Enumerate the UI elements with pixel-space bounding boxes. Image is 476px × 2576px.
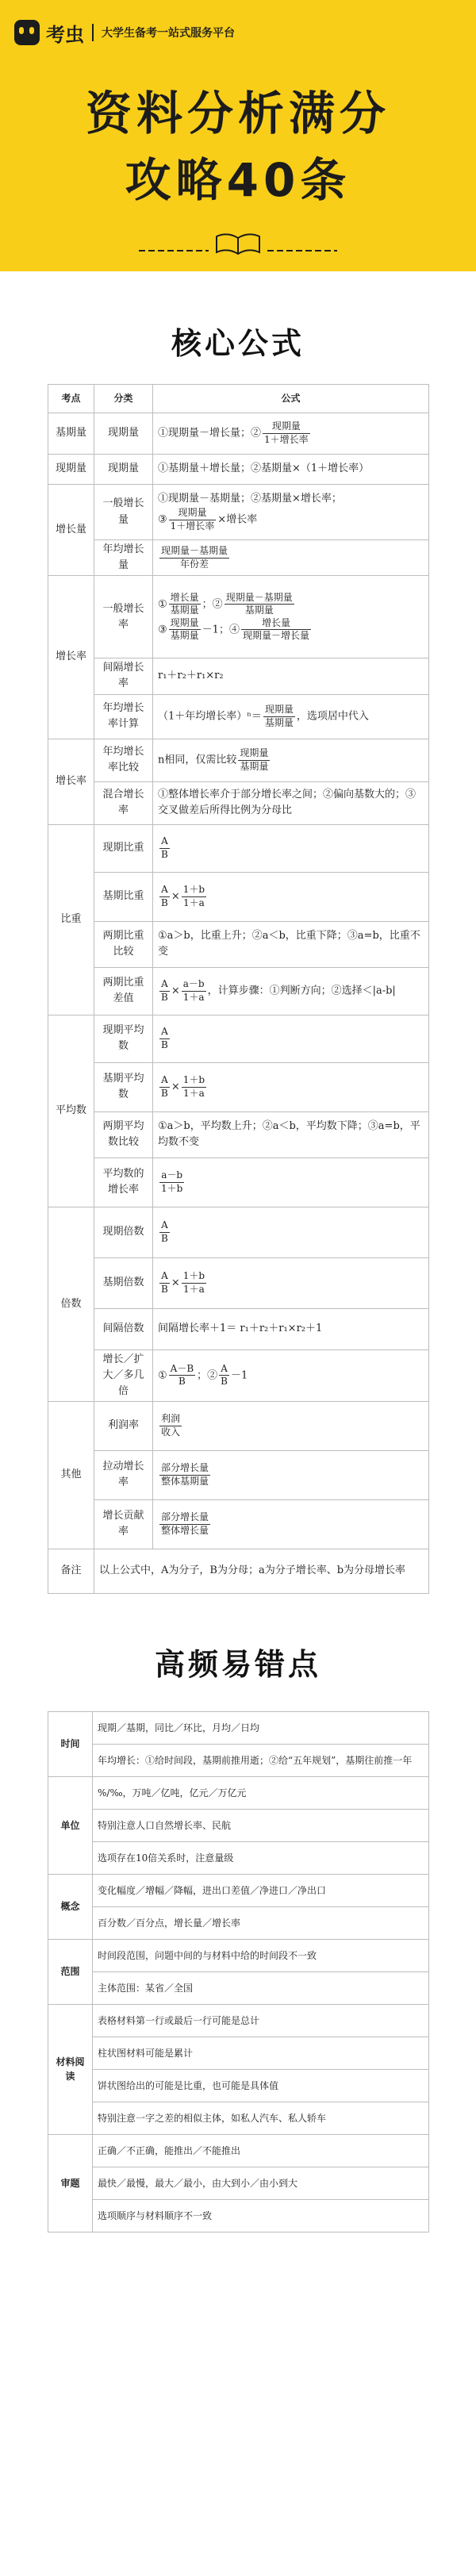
formula-text: ①现期量－增长量；② xyxy=(158,428,262,440)
fraction xyxy=(182,1074,206,1100)
frac-num: 现期量 xyxy=(169,617,201,631)
frac-num: A－B xyxy=(169,1363,196,1376)
table-row xyxy=(48,1450,429,1499)
error-item: 百分数／百分点，增长量／增长率 xyxy=(93,1906,429,1939)
error-item: 特别注意人口自然增长率、民航 xyxy=(93,1809,429,1841)
table-row xyxy=(48,2167,429,2199)
group-current: 现期量 xyxy=(48,455,94,485)
frac-num: 增长量 xyxy=(241,617,311,631)
frac-den: 现期量－增长量 xyxy=(242,630,309,642)
frac-den: 1＋增长率 xyxy=(264,434,309,445)
table-row xyxy=(48,1906,429,1939)
cat-oth-pull: 拉动增长率 xyxy=(94,1450,153,1499)
fraction xyxy=(159,1413,182,1438)
frac-num: 现期量－基期量 xyxy=(225,592,294,605)
brand xyxy=(14,17,235,48)
formula-text: －1；④ xyxy=(202,624,240,636)
error-category: 单位 xyxy=(48,1776,93,1874)
table-row xyxy=(48,1257,429,1308)
col-header-topic: 考点 xyxy=(48,385,94,413)
formula-rate-annual-cmp xyxy=(153,739,429,781)
main-title-line1: 资料分析满分 xyxy=(85,86,390,140)
fraction xyxy=(159,1511,210,1537)
frac-den: 1＋a xyxy=(183,1087,205,1099)
table-row xyxy=(48,824,429,872)
fraction xyxy=(263,704,295,729)
cat-ratio-base: 基期比重 xyxy=(94,872,153,921)
error-item: 变化幅度／增幅／降幅，进出口差值／净进口／净出口 xyxy=(93,1874,429,1906)
formula-table xyxy=(48,384,429,1594)
formula-line xyxy=(158,507,424,532)
fraction xyxy=(159,545,229,570)
cat-mul-current: 现期倍数 xyxy=(94,1207,153,1257)
cat-rate-annual: 年均增长率计算 xyxy=(94,694,153,739)
fraction xyxy=(225,592,294,617)
frac-den: 1＋a xyxy=(183,896,205,908)
table-row xyxy=(48,1711,429,1744)
frac-num: 现期量 xyxy=(169,507,217,520)
book-decoration-icon xyxy=(139,228,337,257)
formula-text: －1 xyxy=(231,1369,248,1382)
fraction xyxy=(182,1270,206,1296)
fraction xyxy=(159,1074,170,1100)
formula-avg-base: $\frac{A}{B}$ × $\frac{1+b}{1+a}$ xyxy=(153,1062,429,1111)
fraction xyxy=(169,507,217,532)
formula-ratio-cmp: ①a＞b，比重上升；②a＜b，比重下降；③a=b，比重不变 xyxy=(153,921,429,967)
table-row xyxy=(48,576,429,658)
table-row xyxy=(48,1939,429,1971)
formula-line xyxy=(158,592,424,617)
fraction xyxy=(159,1026,170,1051)
formula-rate-annual xyxy=(153,694,429,739)
formula-avg-rate xyxy=(153,1157,429,1207)
table-row xyxy=(48,1499,429,1549)
error-item: 最快／最慢，最大／最小，由大到小／由小到大 xyxy=(93,2167,429,2199)
group-rate: 增长率 xyxy=(48,576,94,739)
frac-num: A xyxy=(159,1270,170,1284)
formula-ratio-diff: $\frac{A}{B}$ × $\frac{a-b}{1+a}$ ，计算步骤：①判断方向；②选择＜|a-b| xyxy=(153,967,429,1015)
frac-num: 现期量 xyxy=(263,704,295,717)
cat-mul-interval: 间隔倍数 xyxy=(94,1308,153,1349)
logo-name: 考虫 xyxy=(46,23,84,46)
error-category: 材料阅读 xyxy=(48,2004,93,2134)
frac-den: 1＋a xyxy=(183,1283,205,1295)
formula-text: ①现期量－基期量；②基期量×增长率； xyxy=(158,493,342,505)
table-row xyxy=(48,967,429,1015)
error-item: %/‰，万吨／亿吨，亿元／万亿元 xyxy=(93,1776,429,1809)
frac-den: B xyxy=(161,848,168,860)
table-row xyxy=(48,1111,429,1157)
formula-text: ③ xyxy=(158,514,167,527)
frac-num: 增长量 xyxy=(169,592,201,605)
frac-den: 基期量 xyxy=(244,605,274,616)
table-row xyxy=(48,739,429,781)
table-row xyxy=(48,2199,429,2232)
error-category: 时间 xyxy=(48,1711,93,1776)
cat-rate-mixed: 混合增长率 xyxy=(94,781,153,824)
frac-den: 基期量 xyxy=(240,760,269,772)
formula-inc-general xyxy=(153,485,429,540)
fraction xyxy=(159,884,170,909)
fraction xyxy=(159,1462,210,1488)
frac-den: 1＋a xyxy=(182,991,205,1003)
table-row xyxy=(48,1776,429,1809)
group-multiple: 倍数 xyxy=(48,1207,94,1401)
table-row xyxy=(48,2102,429,2134)
frac-num: 现期量－基期量 xyxy=(159,545,229,559)
error-item: 主体范围：某省／全国 xyxy=(93,1971,429,2004)
error-item: 现期／基期，同比／环比，月均／日均 xyxy=(93,1711,429,1744)
error-category: 审题 xyxy=(48,2134,93,2232)
formula-base xyxy=(153,413,429,455)
cat-inc-avg: 年均增长量 xyxy=(94,540,153,576)
fraction xyxy=(182,884,206,909)
cat-base-current: 现期量 xyxy=(94,413,153,455)
table-row xyxy=(48,1015,429,1062)
logo-icon xyxy=(14,20,40,45)
header-banner xyxy=(0,0,476,271)
error-item: 饼状图给出的可能是比重，也可能是具体值 xyxy=(93,2069,429,2102)
formula-ratio-current xyxy=(153,824,429,872)
fraction xyxy=(159,978,170,1004)
formula-text: ，选项居中代入 xyxy=(296,710,369,723)
fraction xyxy=(159,1219,170,1245)
frac-num: 现期量 xyxy=(238,747,270,761)
fraction xyxy=(182,978,206,1004)
table-row xyxy=(48,658,429,694)
frac-den: 收入 xyxy=(161,1426,181,1438)
table-row xyxy=(48,485,429,540)
table-row xyxy=(48,1349,429,1401)
errors-table xyxy=(48,1711,429,2232)
formula-oth-profit xyxy=(153,1401,429,1450)
brand-divider xyxy=(92,24,94,41)
error-item: 年均增长：①给时间段，基期前推用逝；②给“五年规划”，基期往前推一年 xyxy=(93,1744,429,1776)
fraction xyxy=(263,420,310,446)
frac-den: B xyxy=(161,991,168,1003)
error-item: 正确／不正确，能推出／不能推出 xyxy=(93,2134,429,2167)
formula-rate-interval: r₁＋r₂＋r₁×r₂ xyxy=(153,658,429,694)
cat-inc-general: 一般增长量 xyxy=(94,485,153,540)
fraction xyxy=(169,617,201,643)
table-row xyxy=(48,694,429,739)
frac-den: B xyxy=(161,1038,168,1050)
table-row xyxy=(48,2069,429,2102)
frac-num: A xyxy=(159,1074,170,1088)
cat-mul-base: 基期倍数 xyxy=(94,1257,153,1308)
frac-num: A xyxy=(159,1026,170,1039)
cat-avg-cmp: 两期平均数比较 xyxy=(94,1111,153,1157)
note-text: 以上公式中，A为分子，B为分母；a为分子增长率、b为分母增长率 xyxy=(94,1549,429,1593)
frac-num: a－b xyxy=(159,1169,184,1183)
error-item: 选项顺序与材料顺序不一致 xyxy=(93,2199,429,2232)
formula-text: ① xyxy=(158,1369,167,1382)
table-row xyxy=(48,1809,429,1841)
formula-line xyxy=(158,617,424,643)
frac-den: 1＋增长率 xyxy=(170,520,215,532)
group-base: 基期量 xyxy=(48,413,94,455)
table-row xyxy=(48,2134,429,2167)
fraction xyxy=(159,1169,184,1195)
frac-num: 1＋b xyxy=(182,1074,206,1088)
frac-den: 整体增长量 xyxy=(161,1524,209,1536)
cat-ratio-diff: 两期比重差值 xyxy=(94,967,153,1015)
cat-rate-interval: 间隔增长率 xyxy=(94,658,153,694)
formula-current: ①基期量＋增长量；②基期量×（1＋增长率） xyxy=(153,455,429,485)
formula-text: ；② xyxy=(202,598,223,611)
error-category: 概念 xyxy=(48,1874,93,1939)
formula-rate-general xyxy=(153,576,429,658)
formula-inc-avg xyxy=(153,540,429,576)
frac-num: 1＋b xyxy=(182,1270,206,1284)
frac-num: 1＋b xyxy=(182,884,206,897)
error-item: 表格材料第一行或最后一行可能是总计 xyxy=(93,2004,429,2037)
table-row xyxy=(48,2037,429,2069)
cat-current: 现期量 xyxy=(94,455,153,485)
frac-den: 基期量 xyxy=(264,716,294,728)
fraction xyxy=(169,1363,196,1388)
formula-text: （1＋年均增长率）ⁿ＝ xyxy=(158,710,262,723)
frac-den: B xyxy=(161,1087,168,1099)
col-header-category: 分类 xyxy=(94,385,153,413)
table-row xyxy=(48,781,429,824)
formula-text: n相同，仅需比较 xyxy=(158,754,237,766)
main-title-line2: 攻略40条 xyxy=(125,153,351,207)
fraction xyxy=(169,592,201,617)
cat-oth-contrib: 增长贡献率 xyxy=(94,1499,153,1549)
formula-oth-pull xyxy=(153,1450,429,1499)
table-row xyxy=(48,1744,429,1776)
formula-avg-cmp: ①a＞b，平均数上升；②a＜b，平均数下降；③a=b，平均数不变 xyxy=(153,1111,429,1157)
frac-num: 现期量 xyxy=(263,420,310,434)
table-header-row xyxy=(48,385,429,413)
slogan: 大学生备考一站式服务平台 xyxy=(102,27,235,40)
frac-num: A xyxy=(159,835,170,849)
frac-den: 1＋b xyxy=(161,1182,183,1194)
fraction xyxy=(159,1270,170,1296)
table-row xyxy=(48,1401,429,1450)
table-row xyxy=(48,1874,429,1906)
formula-mul-current xyxy=(153,1207,429,1257)
cat-avg-rate: 平均数的增长率 xyxy=(94,1157,153,1207)
fraction xyxy=(241,617,311,643)
formula-mul-grow xyxy=(153,1349,429,1401)
frac-num: 部分增长量 xyxy=(159,1511,210,1525)
frac-num: 利润 xyxy=(159,1413,182,1426)
frac-den: 基期量 xyxy=(170,630,199,642)
formula-text: ③ xyxy=(158,624,167,636)
table-row xyxy=(48,1062,429,1111)
frac-num: A xyxy=(219,1363,229,1376)
cat-ratio-current: 现期比重 xyxy=(94,824,153,872)
formula-text: ；② xyxy=(197,1369,218,1382)
group-average: 平均数 xyxy=(48,1015,94,1207)
fraction xyxy=(238,747,270,773)
table-row xyxy=(48,1549,429,1593)
table-row xyxy=(48,1308,429,1349)
bottom-spacer xyxy=(0,2232,476,2280)
error-item: 选项存在10倍关系时，注意量级 xyxy=(93,1841,429,1874)
frac-num: 部分增长量 xyxy=(159,1462,210,1476)
section-title-errors: 高频易错点 xyxy=(154,1646,321,1682)
frac-num: A xyxy=(159,1219,170,1233)
fraction xyxy=(159,835,170,861)
table-row xyxy=(48,872,429,921)
frac-den: B xyxy=(221,1376,228,1388)
error-category: 范围 xyxy=(48,1939,93,2004)
error-item: 特别注意一字之差的相似主体，如私人汽车、私人轿车 xyxy=(93,2102,429,2134)
table-row xyxy=(48,2004,429,2037)
formula-rate-mixed: ①整体增长率介于部分增长率之间；②偏向基数大的；③交叉做差后所得比例为分母比 xyxy=(153,781,429,824)
error-item: 柱状图材料可能是累计 xyxy=(93,2037,429,2069)
cat-avg-base: 基期平均数 xyxy=(94,1062,153,1111)
frac-den: B xyxy=(161,896,168,908)
frac-den: 年份差 xyxy=(180,558,209,570)
formula-mul-base: $\frac{A}{B}$ × $\frac{1+b}{1+a}$ xyxy=(153,1257,429,1308)
frac-den: B xyxy=(178,1376,186,1388)
frac-num: A xyxy=(159,884,170,897)
table-row xyxy=(48,540,429,576)
table-row xyxy=(48,921,429,967)
formula-ratio-base: $\frac{A}{B}$ × $\frac{1+b}{1+a}$ xyxy=(153,872,429,921)
cat-rate-annual-cmp: 年均增长率比较 xyxy=(94,739,153,781)
section-title-formulas: 核心公式 xyxy=(171,326,305,361)
cat-oth-profit: 利润率 xyxy=(94,1401,153,1450)
group-rate2: 增长率 xyxy=(48,739,94,824)
group-ratio: 比重 xyxy=(48,824,94,1015)
group-other: 其他 xyxy=(48,1401,94,1549)
cat-rate-general: 一般增长率 xyxy=(94,576,153,658)
cat-mul-grow: 增长／扩大／多几倍 xyxy=(94,1349,153,1401)
formula-oth-contrib xyxy=(153,1499,429,1549)
fraction xyxy=(219,1363,229,1388)
table-row xyxy=(48,413,429,455)
formula-text: ，计算步骤：①判断方向；②选择＜|a-b| xyxy=(207,985,396,997)
group-increase: 增长量 xyxy=(48,485,94,576)
frac-den: B xyxy=(161,1232,168,1244)
table-row xyxy=(48,1207,429,1257)
cat-ratio-cmp: 两期比重比较 xyxy=(94,921,153,967)
formula-mul-interval: 间隔增长率＋1＝ r₁＋r₂＋r₁×r₂＋1 xyxy=(153,1308,429,1349)
table-row xyxy=(48,455,429,485)
error-item: 时间段范围，问题中间的与材料中给的时间段不一致 xyxy=(93,1939,429,1971)
table-row xyxy=(48,1971,429,2004)
note-label: 备注 xyxy=(48,1549,94,1593)
frac-den: 基期量 xyxy=(170,605,199,616)
table-row xyxy=(48,1157,429,1207)
frac-num: A xyxy=(159,978,170,992)
frac-den: 整体基期量 xyxy=(161,1475,209,1487)
formula-avg-current xyxy=(153,1015,429,1062)
table-row xyxy=(48,1841,429,1874)
col-header-formula: 公式 xyxy=(153,385,429,413)
frac-num: a－b xyxy=(182,978,206,992)
cat-avg-current: 现期平均数 xyxy=(94,1015,153,1062)
formula-text: ① xyxy=(158,598,167,611)
formula-text: ×增长率 xyxy=(217,514,258,527)
frac-den: B xyxy=(161,1283,168,1295)
